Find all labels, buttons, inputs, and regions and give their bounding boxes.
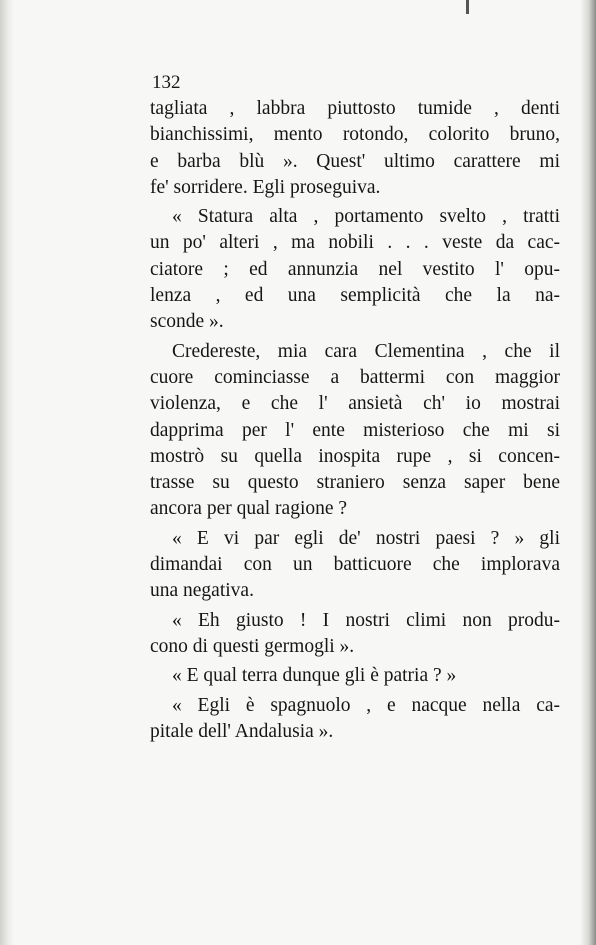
text-line: sconde ».: [150, 311, 224, 333]
text-line: cono di questi germogli ».: [150, 635, 355, 657]
text-line: una negativa.: [150, 580, 254, 602]
text-line: ciatore ; ed annunzia nel vestito l' opu-: [150, 258, 560, 280]
page-number: 132: [152, 72, 181, 93]
text-line: dapprima per l' ente misterioso che mi si: [150, 419, 560, 441]
text-line: e barba blù ». Quest' ultimo carattere mi: [150, 150, 560, 172]
paragraph: [150, 526, 560, 605]
paragraph: [150, 608, 560, 661]
paragraph: [150, 663, 560, 689]
text-line: « E qual terra dunque gli è patria ? »: [172, 665, 457, 687]
text-line: mostrò su quella inospita rupe , si concen-: [150, 445, 560, 467]
binding-mark: [466, 0, 469, 14]
text-line: trasse su questo straniero senza saper bene: [150, 472, 560, 494]
text-line: un po' alteri , ma nobili . . . veste da cac-: [150, 232, 560, 254]
text-line: pitale dell' Andalusia ».: [150, 720, 334, 742]
paragraph: [150, 339, 560, 523]
text-line: ancora per qual ragione ?: [150, 498, 348, 520]
paragraph: [150, 96, 560, 201]
text-line: « Eh giusto ! I nostri climi non produ-: [172, 609, 560, 631]
page-left-edge: [0, 0, 14, 945]
text-line: cuore cominciasse a battermi con maggior: [150, 366, 560, 388]
text-line: lenza , ed una semplicità che la na-: [150, 285, 560, 307]
text-line: fe' sorridere. Egli proseguiva.: [150, 176, 381, 198]
text-line: violenza, e che l' ansietà ch' io mostrai: [150, 393, 560, 415]
text-line: bianchissimi, mento rotondo, colorito bruno,: [150, 124, 560, 146]
text-line: Credereste, mia cara Clementina , che il: [172, 340, 560, 362]
text-line: « E vi par egli de' nostri paesi ? » gli: [172, 527, 560, 549]
text-line: « Egli è spagnuolo , e nacque nella ca-: [172, 694, 560, 716]
page-right-edge: [580, 0, 596, 945]
text-line: « Statura alta , portamento svelto , tratti: [172, 206, 560, 228]
paragraph: [150, 693, 560, 746]
text-line: dimandai con un batticuore che implorava: [150, 554, 560, 576]
text-line: tagliata , labbra piuttosto tumide , denti: [150, 98, 560, 119]
paragraph: [150, 204, 560, 335]
page-text-block: [150, 70, 560, 745]
